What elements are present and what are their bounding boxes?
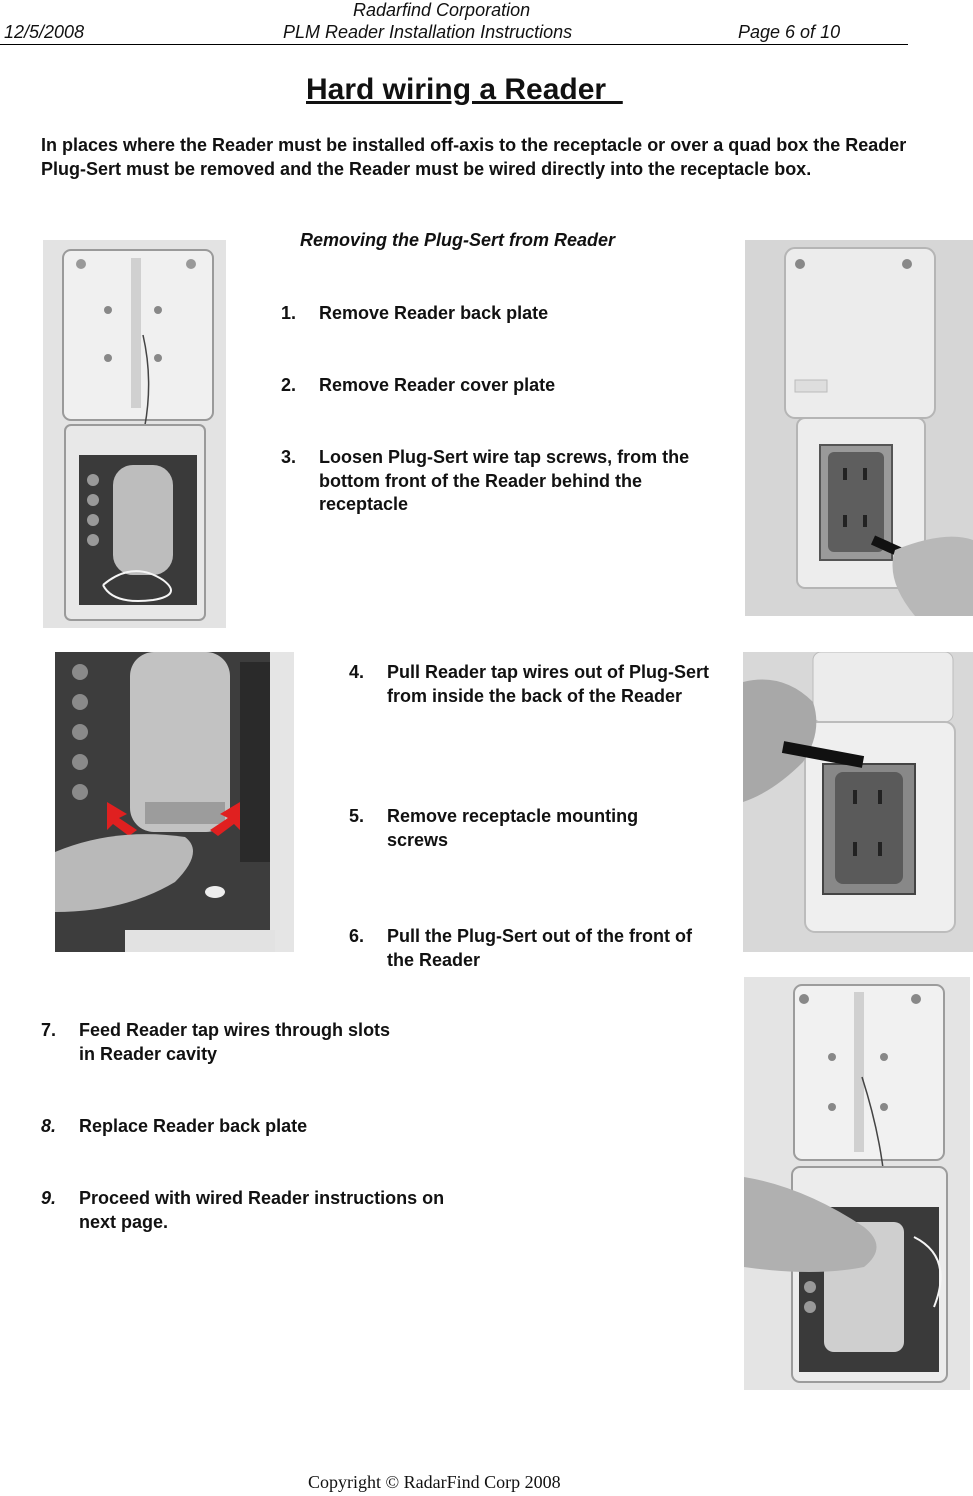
step-number: 3. xyxy=(281,447,297,467)
header-doc-title: PLM Reader Installation Instructions xyxy=(283,22,573,42)
step-number: 2. xyxy=(281,375,297,395)
step-6 xyxy=(349,925,729,977)
page-title: Hard wiring a Reader xyxy=(306,73,623,106)
step-text: Pull the Plug-Sert out of the front of the Reader xyxy=(387,926,692,970)
step-2 xyxy=(281,374,721,404)
header-page-number: Page 6 of 10 xyxy=(738,22,841,42)
step-number: 6. xyxy=(349,926,365,946)
step-number: 7. xyxy=(41,1020,57,1040)
photo-remove-receptacle-screws xyxy=(743,652,973,952)
header-company: Radarfind Corporation xyxy=(353,0,531,20)
header-divider xyxy=(0,44,908,45)
step-4 xyxy=(349,661,729,736)
step-text: Proceed with wired Reader instructions on next page. xyxy=(79,1188,445,1232)
section-subtitle: Removing the Plug-Sert from Reader xyxy=(300,230,616,250)
step-3 xyxy=(281,446,721,521)
step-number: 5. xyxy=(349,806,365,826)
step-text: Replace Reader back plate xyxy=(79,1116,308,1136)
photo-feed-tap-wires xyxy=(744,977,970,1390)
step-1 xyxy=(281,302,721,332)
step-8 xyxy=(41,1115,501,1145)
footer-copyright: Copyright © RadarFind Corp 2008 xyxy=(308,1472,561,1492)
photo-reader-cover-screwdriver xyxy=(745,240,973,616)
photo-reader-open-interior xyxy=(43,240,226,628)
photo-reader-tap-wires-closeup xyxy=(55,652,294,952)
intro-paragraph: In places where the Reader must be installed off-axis to the receptacle or over a quad box the Reader Plug-Sert must be removed and the Reader must be wired directly into the receptacle box. xyxy=(41,135,907,179)
step-9 xyxy=(41,1187,501,1239)
step-text: Feed Reader tap wires through slots in Reader cavity xyxy=(79,1020,391,1064)
step-text: Remove Reader cover plate xyxy=(319,375,556,395)
step-text: Loosen Plug-Sert wire tap screws, from the bottom front of the Reader behind the receptacle xyxy=(319,447,690,514)
step-text: Remove receptacle mounting screws xyxy=(387,806,639,850)
step-text: Remove Reader back plate xyxy=(319,303,549,323)
step-number: 1. xyxy=(281,303,297,323)
step-number: 8. xyxy=(41,1116,57,1136)
step-number: 9. xyxy=(41,1188,57,1208)
header-date: 12/5/2008 xyxy=(4,22,85,42)
step-number: 4. xyxy=(349,662,365,682)
step-5 xyxy=(349,805,729,857)
step-text: Pull Reader tap wires out of Plug-Sert from inside the back of the Reader xyxy=(387,662,710,706)
step-7 xyxy=(41,1019,501,1071)
